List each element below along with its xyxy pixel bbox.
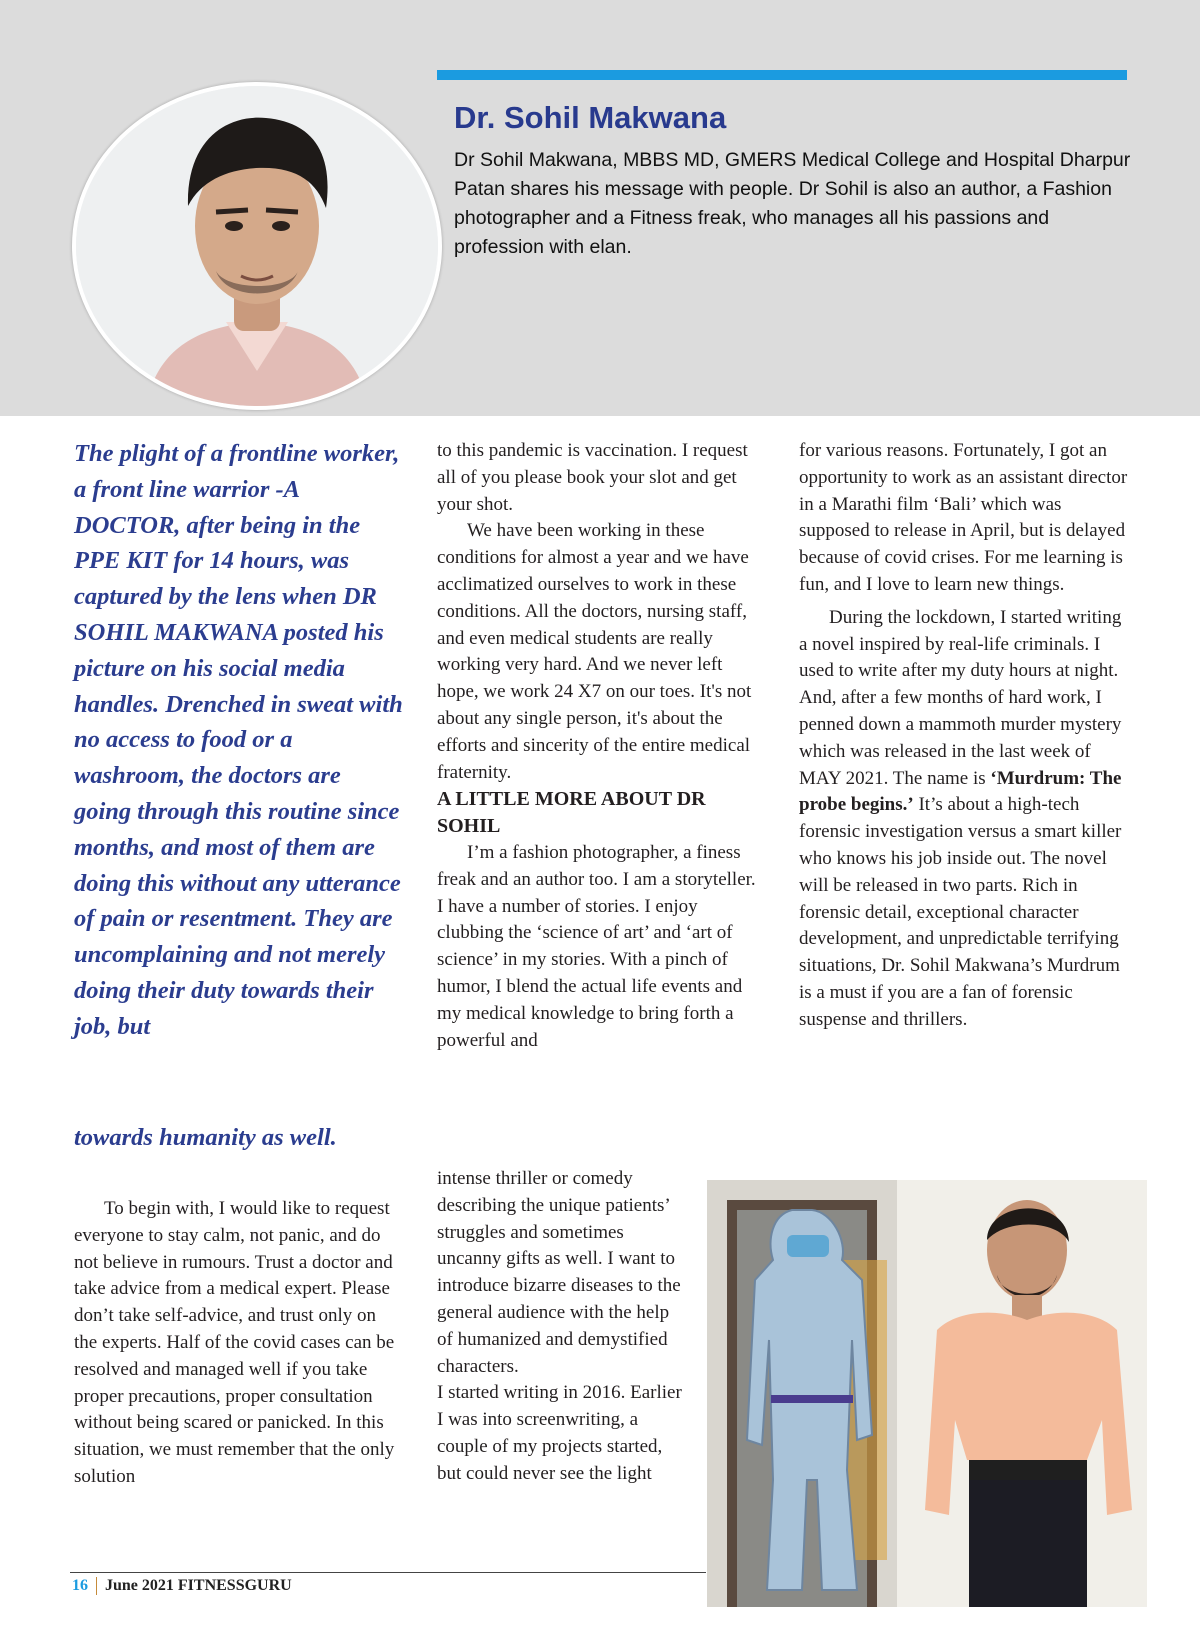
author-portrait [72,82,442,410]
column-2-paragraph-4: intense thriller or comedy describing the unique patients’ struggles and sometimes uncanny gifts as well. I want to introduce bizarre diseases to the general audience with the help of humanized and demystified characters. [437,1168,681,1377]
column-2-paragraph-3: I’m a fashion photographer, a finess freak and an author too. I am a storyteller. I have a number of stories. I enjoy clubbing the ‘science of art’ and ‘art of science’ in my stories. With a pinch of humor, I blend the actual life events and my medical knowledge to bring forth a powerful and [437,841,756,1051]
accent-bar [437,70,1127,80]
paragraph-text: During the lockdown, I started writing a novel inspired by real-life criminals. I used to write after my duty hours at night. And, after a few months of hard work, I penned down a mammoth murder mystery which was released in the last week of MAY 2021. The name is [799,606,1122,789]
column-2-paragraph-5: I started writing in 2016. Earlier I was into screenwriting, a couple of my projects started, but could never see the light [437,1382,682,1484]
column-2 [437,438,759,1054]
column-1 [74,1196,402,1491]
author-name: Dr. Sohil Makwana [454,100,727,135]
ppe-photo-illustration [707,1180,1147,1607]
column-3-paragraph-2 [799,605,1129,1034]
author-bio: Dr Sohil Makwana, MBBS MD, GMERS Medical College and Hospital Dharpur Patan shares his message with people. Dr Sohil is also an author, a Fashion photographer and a Fitness freak, who manages all his passions and profession with elan. [454,149,1131,258]
column-3-paragraph-1: for various reasons. Fortunately, I got an opportunity to work as an assistant director in a Marathi film ‘Bali’ which was supposed to release in April, but is delayed because of covid crises. For me learning is fun, and I love to learn new things. [799,440,1128,595]
footer-separator [96,1577,97,1595]
footer-rule [70,1572,706,1573]
pull-quote-last-line: towards humanity as well. [74,1124,337,1151]
page-number: 16 [72,1577,88,1594]
column-2-lower [437,1166,689,1488]
column-2-paragraph-2: We have been working in these conditions for almost a year and we have acclimatized ourselves to work in these conditions. All the doctors, nursing staff, and even medical students are really working very hard. And we never left hope, we work 24 X7 on our toes. It's not about any single person, it's about the efforts and sincerity of the entire medical fraternity. [437,520,752,783]
book-title: ‘Murdrum: The probe begins.’ [799,767,1122,816]
column-2-paragraph-1: to this pandemic is vaccination. I request all of you please book your slot and get your shot. [437,440,748,515]
ppe-kit-photo [707,1180,1147,1607]
pull-quote: The plight of a frontline worker, a front line warrior -A DOCTOR, after being in the PPE KIT for 14 hours, was captured by the lens when DR SOHIL MAKWANA posted his picture on his social media handles. Drenched in sweat with no access to food or a washroom, the doctors are going through this routine since months, and most of them are doing this without any utterance of pain or resentment. They are uncomplaining and not merely doing their duty towards their job, but [74,440,403,1040]
paragraph-text-continued: It’s about a high-tech forensic investigation versus a smart killer who knows his job inside out. The novel will be released in two parts. Rich in forensic detail, exceptional character development, and unpredictable terrifying situations, Dr. Sohil Makwana’s Murdrum is a must if you are a fan of forensic suspense and thrillers. [799,794,1122,1030]
column-3 [799,438,1129,1034]
issue-label: June 2021 FITNESSGURU [105,1577,292,1594]
column-1-paragraph: To begin with, I would like to request everyone to stay calm, not panic, and do not believe in rumours. Trust a doctor and take advice from a medical expert. Please don’t take self-advice, and trust only on the experts. Half of the covid cases can be resolved and managed well if you take proper precautions, proper consultation without being scared or panicked. In this situation, we must remember that the only solution [74,1198,395,1487]
section-subheading: A LITTLE MORE ABOUT DR SOHIL [437,788,706,838]
page-footer [72,1577,292,1595]
portrait-illustration [76,86,438,406]
